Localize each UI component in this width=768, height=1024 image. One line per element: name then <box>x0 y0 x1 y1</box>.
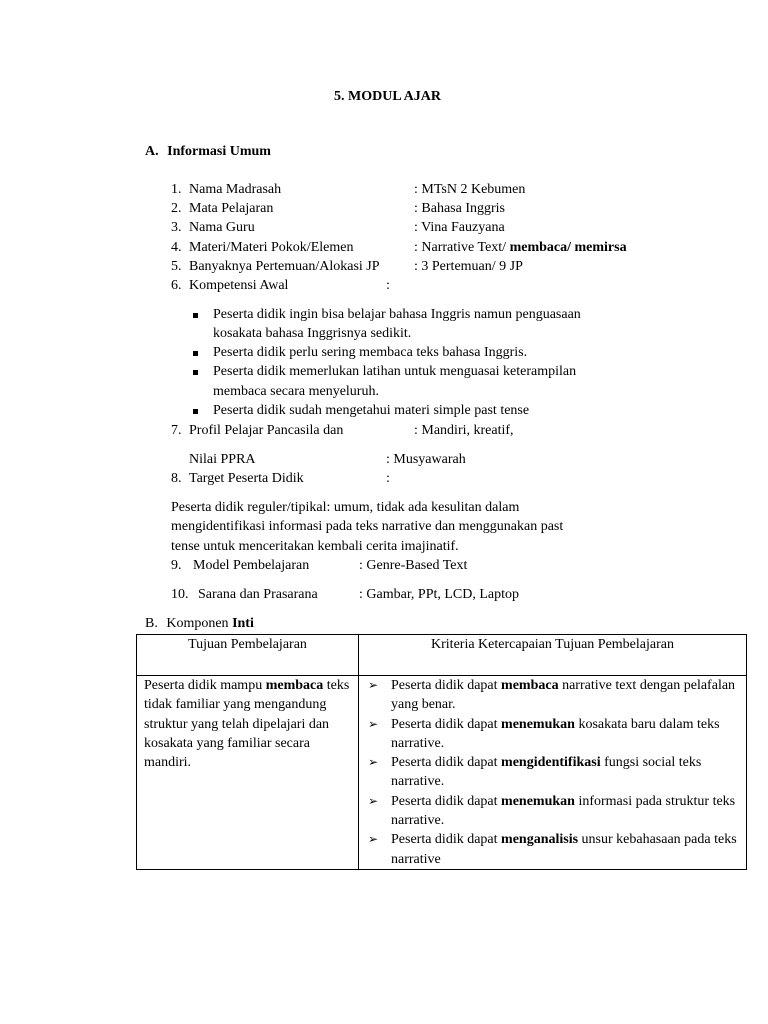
square-bullet-icon <box>193 370 198 375</box>
info-item-number: 7. <box>171 423 182 438</box>
bullet-text: Peserta didik memerlukan latihan untuk menguasai keterampilan <box>213 364 577 379</box>
info-item-label: Nama Madrasah <box>189 182 282 197</box>
bullet-text: Peserta didik perlu sering membaca teks bahasa Inggris. <box>213 345 528 360</box>
col1-header: Tujuan Pembelajaran <box>188 637 307 652</box>
kriteria-text: Peserta didik dapat <box>391 678 502 693</box>
tujuan-cell <box>137 676 359 870</box>
info-item-number: 5. <box>171 259 182 274</box>
info-item <box>171 182 182 198</box>
info-item-value-text: : Narrative Text/ <box>414 240 510 255</box>
square-bullet-icon <box>193 313 198 318</box>
section-b-title-text: Komponen <box>166 616 233 631</box>
section-b-heading <box>145 616 254 632</box>
list-item <box>367 676 738 715</box>
tujuan-bold: membaca <box>265 678 324 693</box>
info-item-number: 10. <box>171 587 189 602</box>
section-a-label: A. <box>145 144 159 159</box>
col2-header: Kriteria Ketercapaian Tujuan Pembelajaran <box>431 637 674 652</box>
info-item-label: Sarana dan Prasarana <box>198 587 318 602</box>
arrow-bullet-icon: ➢ <box>368 755 379 770</box>
info-item-value: : Vina Fauzyana <box>414 220 505 235</box>
square-bullet-icon <box>193 409 198 414</box>
table-header-cell <box>359 635 747 676</box>
info-item-value: : <box>386 471 390 486</box>
kriteria-text: unsur kebahasaan pada teks narrative <box>391 832 737 867</box>
bullet-text: Peserta didik ingin bisa belajar bahasa Inggris namun penguasaan <box>213 307 581 322</box>
section-b-title <box>166 616 254 631</box>
kriteria-bold: menemukan <box>501 793 575 809</box>
table-header-row <box>137 635 747 676</box>
kriteria-text: Peserta didik dapat <box>391 755 502 771</box>
info-item-number: 6. <box>171 278 182 293</box>
arrow-bullet-icon: ➢ <box>368 832 379 847</box>
table-header-cell <box>137 635 359 676</box>
list-item <box>367 792 738 831</box>
kriteria-cell <box>359 676 747 870</box>
info-item-label: Mata Pelajaran <box>189 201 274 216</box>
tujuan-text: teks tidak familiar yang mengandung struktur yang telah dipelajari dan kosakata yang familiar secara mandiri. <box>144 678 350 771</box>
paragraph-line: mengidentifikasi informasi pada teks narrative dan menggunakan past <box>171 519 564 534</box>
info-item-label: Banyaknya Pertemuan/Alokasi JP <box>189 259 380 274</box>
nilai-ppra-value: : Musyawarah <box>386 452 466 467</box>
info-item-number: 9. <box>171 558 182 573</box>
info-item-number: 1. <box>171 182 182 197</box>
square-bullet-icon <box>193 351 198 356</box>
info-item-label: Materi/Materi Pokok/Elemen <box>189 240 354 255</box>
section-a-title: Informasi Umum <box>167 144 271 159</box>
info-item-value-bold: membaca/ memirsa <box>509 240 627 255</box>
paragraph-line: tense untuk menceritakan kembali cerita imajinatif. <box>171 539 459 554</box>
info-item-label: Target Peserta Didik <box>189 471 304 486</box>
kriteria-text: Peserta didik dapat <box>391 832 502 848</box>
info-item-label: Kompetensi Awal <box>189 278 289 293</box>
info-item-number: 8. <box>171 471 182 486</box>
section-a-heading <box>145 144 271 160</box>
kriteria-text: narrative text dengan pelafalan yang benar. <box>391 678 736 713</box>
tujuan-text: Peserta didik mampu <box>144 678 266 693</box>
section-b-label: B. <box>145 616 158 631</box>
bullet-text: kosakata bahasa Inggrisnya sedikit. <box>213 326 412 341</box>
komponen-inti-table <box>136 634 747 870</box>
info-item-label: Profil Pelajar Pancasila dan <box>189 423 344 438</box>
document-title: 5. MODUL AJAR <box>334 89 441 104</box>
kriteria-text: fungsi social teks narrative. <box>391 755 702 790</box>
kriteria-bold: menemukan <box>501 716 575 732</box>
info-item-value <box>414 240 627 256</box>
section-b-title-bold: Inti <box>232 616 254 631</box>
list-item <box>367 753 738 792</box>
kriteria-text: kosakata baru dalam teks narrative. <box>391 716 720 751</box>
arrow-bullet-icon: ➢ <box>368 716 379 731</box>
paragraph-line: Peserta didik reguler/tipikal: umum, tidak ada kesulitan dalam <box>171 500 520 515</box>
info-item-value: : Mandiri, kreatif, <box>414 423 514 438</box>
table-row <box>137 676 747 870</box>
bullet-text: Peserta didik sudah mengetahui materi simple past tense <box>213 403 530 418</box>
info-item-label: Nama Guru <box>189 220 255 235</box>
info-item-number: 2. <box>171 201 182 216</box>
nilai-ppra-label: Nilai PPRA <box>189 452 256 467</box>
arrow-bullet-icon: ➢ <box>368 793 379 808</box>
arrow-bullet-icon: ➢ <box>368 678 379 692</box>
info-item-label: Model Pembelajaran <box>193 558 310 573</box>
kriteria-list <box>359 676 746 869</box>
info-item-value: : MTsN 2 Kebumen <box>414 182 526 197</box>
info-item-value: : Genre-Based Text <box>359 558 468 573</box>
kriteria-text: Peserta didik dapat <box>391 716 502 732</box>
bullet-text: membaca secara menyeluruh. <box>213 384 379 399</box>
kriteria-bold: membaca <box>501 678 559 693</box>
info-item-value: : Bahasa Inggris <box>414 201 505 216</box>
kriteria-text: Peserta didik dapat <box>391 793 502 809</box>
kriteria-bold: mengidentifikasi <box>501 755 601 771</box>
info-item-value: : <box>386 278 390 293</box>
list-item <box>367 715 738 754</box>
info-item-value: : 3 Pertemuan/ 9 JP <box>414 259 523 274</box>
info-item-value: : Gambar, PPt, LCD, Laptop <box>359 587 520 602</box>
info-item-number: 4. <box>171 240 182 255</box>
info-item-number: 3. <box>171 220 182 235</box>
kriteria-bold: menganalisis <box>501 832 579 848</box>
kriteria-text: informasi pada struktur teks narrative. <box>391 793 736 829</box>
list-item <box>367 830 738 869</box>
